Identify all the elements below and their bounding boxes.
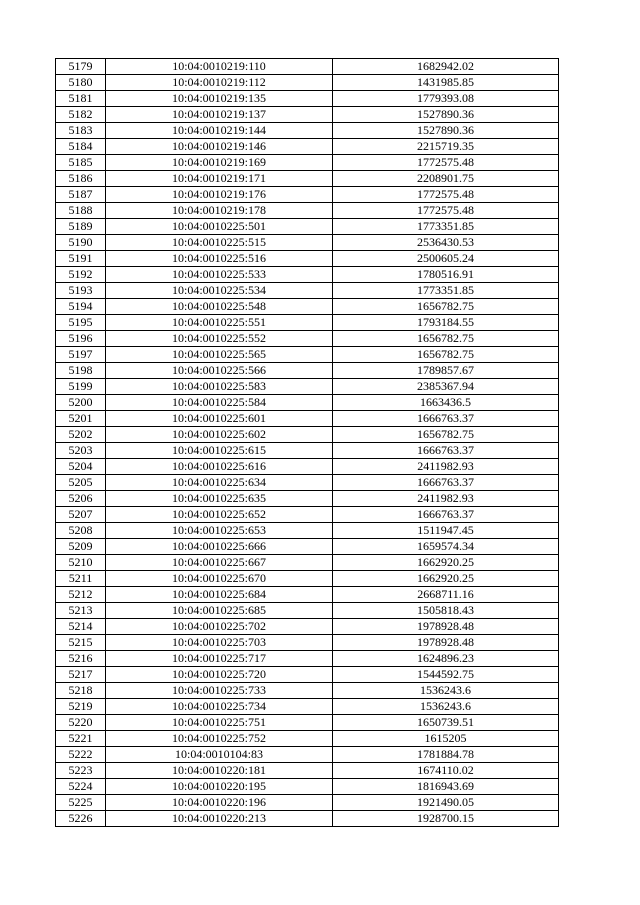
- table-row: [56, 555, 559, 571]
- cadastral-number-cell: 10:04:0010225:584: [106, 395, 333, 411]
- cadastral-number-cell: 10:04:0010220:213: [106, 811, 333, 827]
- table-row: [56, 539, 559, 555]
- value-cell: 1505818.43: [333, 603, 559, 619]
- row-number-cell: 5181: [56, 91, 106, 107]
- cadastral-number-cell: 10:04:0010220:195: [106, 779, 333, 795]
- table-body: [56, 59, 559, 827]
- value-cell: 1779393.08: [333, 91, 559, 107]
- table-row: [56, 427, 559, 443]
- row-number-cell: 5221: [56, 731, 106, 747]
- cadastral-number-cell: 10:04:0010219:171: [106, 171, 333, 187]
- row-number-cell: 5191: [56, 251, 106, 267]
- value-cell: 1674110.02: [333, 763, 559, 779]
- cadastral-number-cell: 10:04:0010225:667: [106, 555, 333, 571]
- table-row: [56, 683, 559, 699]
- cadastral-number-cell: 10:04:0010225:552: [106, 331, 333, 347]
- table-row: [56, 763, 559, 779]
- value-cell: 1624896.23: [333, 651, 559, 667]
- value-cell: 2411982.93: [333, 459, 559, 475]
- row-number-cell: 5208: [56, 523, 106, 539]
- row-number-cell: 5218: [56, 683, 106, 699]
- row-number-cell: 5204: [56, 459, 106, 475]
- table-row: [56, 331, 559, 347]
- row-number-cell: 5215: [56, 635, 106, 651]
- table-row: [56, 459, 559, 475]
- table-row: [56, 411, 559, 427]
- value-cell: 1666763.37: [333, 411, 559, 427]
- cadastral-number-cell: 10:04:0010225:602: [106, 427, 333, 443]
- cadastral-number-cell: 10:04:0010219:110: [106, 59, 333, 75]
- cadastral-number-cell: 10:04:0010219:169: [106, 155, 333, 171]
- table-row: [56, 587, 559, 603]
- cadastral-number-cell: 10:04:0010225:551: [106, 315, 333, 331]
- table-row: [56, 379, 559, 395]
- table-row: [56, 91, 559, 107]
- value-cell: 1659574.34: [333, 539, 559, 555]
- table-row: [56, 795, 559, 811]
- table-row: [56, 155, 559, 171]
- row-number-cell: 5207: [56, 507, 106, 523]
- table-row: [56, 235, 559, 251]
- cadastral-number-cell: 10:04:0010225:703: [106, 635, 333, 651]
- row-number-cell: 5184: [56, 139, 106, 155]
- table-row: [56, 139, 559, 155]
- table-row: [56, 203, 559, 219]
- value-cell: 1656782.75: [333, 347, 559, 363]
- row-number-cell: 5183: [56, 123, 106, 139]
- row-number-cell: 5211: [56, 571, 106, 587]
- table-row: [56, 779, 559, 795]
- cadastral-number-cell: 10:04:0010225:635: [106, 491, 333, 507]
- value-cell: 1666763.37: [333, 443, 559, 459]
- row-number-cell: 5202: [56, 427, 106, 443]
- row-number-cell: 5186: [56, 171, 106, 187]
- table-row: [56, 59, 559, 75]
- value-cell: 1656782.75: [333, 299, 559, 315]
- value-cell: 2536430.53: [333, 235, 559, 251]
- cadastral-number-cell: 10:04:0010225:516: [106, 251, 333, 267]
- value-cell: 1536243.6: [333, 699, 559, 715]
- value-cell: 1662920.25: [333, 555, 559, 571]
- value-cell: 1773351.85: [333, 283, 559, 299]
- cadastral-number-cell: 10:04:0010220:181: [106, 763, 333, 779]
- value-cell: 2411982.93: [333, 491, 559, 507]
- row-number-cell: 5179: [56, 59, 106, 75]
- cadastral-number-cell: 10:04:0010225:720: [106, 667, 333, 683]
- cadastral-number-cell: 10:04:0010225:733: [106, 683, 333, 699]
- cadastral-number-cell: 10:04:0010219:146: [106, 139, 333, 155]
- row-number-cell: 5210: [56, 555, 106, 571]
- row-number-cell: 5205: [56, 475, 106, 491]
- row-number-cell: 5187: [56, 187, 106, 203]
- row-number-cell: 5182: [56, 107, 106, 123]
- table-row: [56, 699, 559, 715]
- value-cell: 1772575.48: [333, 155, 559, 171]
- row-number-cell: 5216: [56, 651, 106, 667]
- value-cell: 1650739.51: [333, 715, 559, 731]
- cadastral-number-cell: 10:04:0010219:176: [106, 187, 333, 203]
- table-row: [56, 107, 559, 123]
- cadastral-number-cell: 10:04:0010219:178: [106, 203, 333, 219]
- cadastral-number-cell: 10:04:0010225:616: [106, 459, 333, 475]
- value-cell: 1789857.67: [333, 363, 559, 379]
- table-row: [56, 75, 559, 91]
- row-number-cell: 5199: [56, 379, 106, 395]
- row-number-cell: 5206: [56, 491, 106, 507]
- cadastral-number-cell: 10:04:0010219:112: [106, 75, 333, 91]
- table-row: [56, 363, 559, 379]
- value-cell: 1772575.48: [333, 203, 559, 219]
- cadastral-number-cell: 10:04:0010219:135: [106, 91, 333, 107]
- cadastral-number-cell: 10:04:0010225:702: [106, 619, 333, 635]
- value-cell: 1921490.05: [333, 795, 559, 811]
- value-cell: 1536243.6: [333, 683, 559, 699]
- cadastral-number-cell: 10:04:0010220:196: [106, 795, 333, 811]
- cadastral-number-cell: 10:04:0010225:601: [106, 411, 333, 427]
- row-number-cell: 5201: [56, 411, 106, 427]
- table-row: [56, 715, 559, 731]
- table-row: [56, 523, 559, 539]
- row-number-cell: 5190: [56, 235, 106, 251]
- table-row: [56, 571, 559, 587]
- value-cell: 1780516.91: [333, 267, 559, 283]
- value-cell: 1615205: [333, 731, 559, 747]
- table-row: [56, 315, 559, 331]
- value-cell: 1682942.02: [333, 59, 559, 75]
- table-row: [56, 747, 559, 763]
- value-cell: 1816943.69: [333, 779, 559, 795]
- value-cell: 2215719.35: [333, 139, 559, 155]
- value-cell: 1666763.37: [333, 507, 559, 523]
- value-cell: 1527890.36: [333, 123, 559, 139]
- row-number-cell: 5203: [56, 443, 106, 459]
- cadastral-number-cell: 10:04:0010225:752: [106, 731, 333, 747]
- table-row: [56, 507, 559, 523]
- cadastral-number-cell: 10:04:0010219:137: [106, 107, 333, 123]
- cadastral-number-cell: 10:04:0010225:666: [106, 539, 333, 555]
- value-cell: 1511947.45: [333, 523, 559, 539]
- row-number-cell: 5222: [56, 747, 106, 763]
- table-row: [56, 667, 559, 683]
- table-row: [56, 731, 559, 747]
- table-row: [56, 187, 559, 203]
- row-number-cell: 5193: [56, 283, 106, 299]
- value-cell: 1666763.37: [333, 475, 559, 491]
- row-number-cell: 5212: [56, 587, 106, 603]
- row-number-cell: 5220: [56, 715, 106, 731]
- cadastral-number-cell: 10:04:0010225:583: [106, 379, 333, 395]
- row-number-cell: 5226: [56, 811, 106, 827]
- value-cell: 1781884.78: [333, 747, 559, 763]
- value-cell: 1793184.55: [333, 315, 559, 331]
- table-row: [56, 123, 559, 139]
- table-row: [56, 171, 559, 187]
- cadastral-number-cell: 10:04:0010225:751: [106, 715, 333, 731]
- table-row: [56, 635, 559, 651]
- row-number-cell: 5196: [56, 331, 106, 347]
- row-number-cell: 5198: [56, 363, 106, 379]
- row-number-cell: 5188: [56, 203, 106, 219]
- value-cell: 1656782.75: [333, 427, 559, 443]
- cadastral-number-cell: 10:04:0010225:634: [106, 475, 333, 491]
- value-cell: 1527890.36: [333, 107, 559, 123]
- value-cell: 1978928.48: [333, 619, 559, 635]
- cadastral-number-cell: 10:04:0010225:566: [106, 363, 333, 379]
- row-number-cell: 5194: [56, 299, 106, 315]
- cadastral-number-cell: 10:04:0010225:534: [106, 283, 333, 299]
- row-number-cell: 5213: [56, 603, 106, 619]
- row-number-cell: 5219: [56, 699, 106, 715]
- cadastral-number-cell: 10:04:0010225:734: [106, 699, 333, 715]
- row-number-cell: 5197: [56, 347, 106, 363]
- row-number-cell: 5195: [56, 315, 106, 331]
- value-cell: 1544592.75: [333, 667, 559, 683]
- row-number-cell: 5214: [56, 619, 106, 635]
- row-number-cell: 5189: [56, 219, 106, 235]
- data-table: [55, 58, 559, 827]
- cadastral-number-cell: 10:04:0010225:548: [106, 299, 333, 315]
- table-row: [56, 219, 559, 235]
- value-cell: 1656782.75: [333, 331, 559, 347]
- row-number-cell: 5209: [56, 539, 106, 555]
- row-number-cell: 5192: [56, 267, 106, 283]
- value-cell: 1662920.25: [333, 571, 559, 587]
- cadastral-number-cell: 10:04:0010225:615: [106, 443, 333, 459]
- cadastral-number-cell: 10:04:0010104:83: [106, 747, 333, 763]
- cadastral-number-cell: 10:04:0010225:652: [106, 507, 333, 523]
- table-row: [56, 619, 559, 635]
- table-row: [56, 475, 559, 491]
- table-row: [56, 603, 559, 619]
- row-number-cell: 5180: [56, 75, 106, 91]
- cadastral-number-cell: 10:04:0010225:684: [106, 587, 333, 603]
- value-cell: 1431985.85: [333, 75, 559, 91]
- table-row: [56, 395, 559, 411]
- table-row: [56, 651, 559, 667]
- row-number-cell: 5224: [56, 779, 106, 795]
- table-row: [56, 347, 559, 363]
- table-row: [56, 811, 559, 827]
- row-number-cell: 5200: [56, 395, 106, 411]
- cadastral-number-cell: 10:04:0010219:144: [106, 123, 333, 139]
- value-cell: 2385367.94: [333, 379, 559, 395]
- cadastral-number-cell: 10:04:0010225:501: [106, 219, 333, 235]
- table-row: [56, 251, 559, 267]
- row-number-cell: 5225: [56, 795, 106, 811]
- value-cell: 2208901.75: [333, 171, 559, 187]
- cadastral-number-cell: 10:04:0010225:565: [106, 347, 333, 363]
- value-cell: 1978928.48: [333, 635, 559, 651]
- table-row: [56, 283, 559, 299]
- cadastral-number-cell: 10:04:0010225:685: [106, 603, 333, 619]
- cadastral-number-cell: 10:04:0010225:670: [106, 571, 333, 587]
- cadastral-number-cell: 10:04:0010225:653: [106, 523, 333, 539]
- cadastral-number-cell: 10:04:0010225:533: [106, 267, 333, 283]
- value-cell: 2668711.16: [333, 587, 559, 603]
- value-cell: 1928700.15: [333, 811, 559, 827]
- row-number-cell: 5185: [56, 155, 106, 171]
- row-number-cell: 5223: [56, 763, 106, 779]
- value-cell: 1663436.5: [333, 395, 559, 411]
- value-cell: 1773351.85: [333, 219, 559, 235]
- value-cell: 1772575.48: [333, 187, 559, 203]
- table-row: [56, 443, 559, 459]
- cadastral-number-cell: 10:04:0010225:717: [106, 651, 333, 667]
- value-cell: 2500605.24: [333, 251, 559, 267]
- cadastral-number-cell: 10:04:0010225:515: [106, 235, 333, 251]
- table-row: [56, 491, 559, 507]
- row-number-cell: 5217: [56, 667, 106, 683]
- table-row: [56, 267, 559, 283]
- table-row: [56, 299, 559, 315]
